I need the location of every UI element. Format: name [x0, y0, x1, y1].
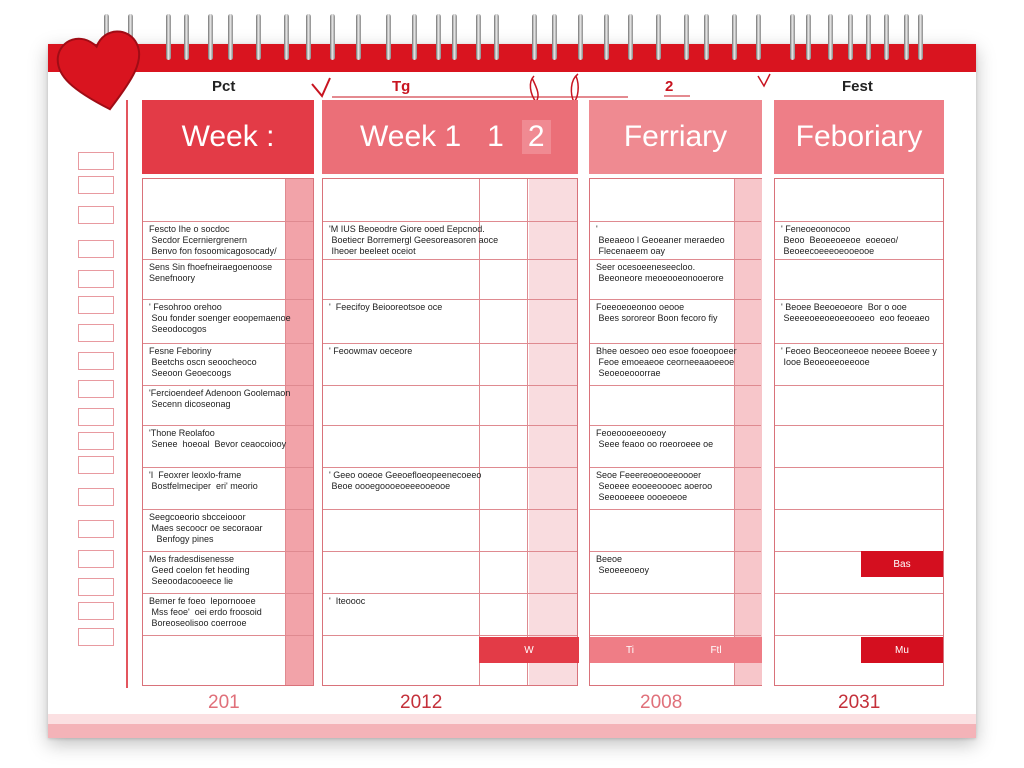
binder-ring: [552, 14, 557, 60]
entry-line: Iheoer beeleet oceiot: [329, 246, 416, 256]
entry-line: Feoe emoeaeoe ceorneeaaoeeoe: [596, 357, 735, 367]
margin-line: [126, 100, 128, 688]
entry-line: Maes secoocr oe secoraoar: [149, 523, 263, 533]
entry-line: ' Iteoooc: [329, 596, 366, 606]
binder-ring: [306, 14, 311, 60]
entry-line: ' Fesohroo orehoo: [149, 302, 222, 312]
planner-entry[interactable]: [149, 388, 290, 410]
binder-ring: [604, 14, 609, 60]
planner-entry[interactable]: [149, 470, 258, 492]
binder-ring: [330, 14, 335, 60]
grid-row-line: [775, 509, 943, 510]
grid-row-line: [323, 509, 577, 510]
entry-line: ' Feoeo Beoceoneeoe neoeee Boeee y: [781, 346, 937, 356]
column-heading: Feboriary: [795, 120, 923, 153]
entry-line: 'M IUS Beoeodre Giore ooed Eepcnod.: [329, 224, 485, 234]
grid-row-line: [775, 425, 943, 426]
entry-line: Iooe Beoeoeeoeeooe: [781, 357, 870, 367]
grid-row-line: [143, 425, 313, 426]
planner-entry[interactable]: [329, 224, 498, 257]
entry-line: ' Beoee Beeoeoeore Bor o ooe: [781, 302, 907, 312]
grid-row-line: [590, 221, 761, 222]
binder-ring: [578, 14, 583, 60]
grid-row-line: [143, 259, 313, 260]
year-label-4: 2031: [838, 692, 881, 713]
entry-line: Feoeoooeeooeoy: [596, 428, 667, 438]
top-label-4: Fest: [842, 78, 873, 95]
entry-line: Boreoseolisoo coerrooe: [149, 618, 247, 628]
top-label-3: 2: [665, 78, 674, 95]
binder-ring: [828, 14, 833, 60]
grid-row-line: [590, 467, 761, 468]
column-header: [142, 100, 314, 174]
grid-row-line: [590, 509, 761, 510]
entry-line: Bhee oesoeo oeo esoe fooeopoeer: [596, 346, 737, 356]
margin-checkbox[interactable]: [78, 408, 114, 426]
planner-entry[interactable]: [149, 302, 291, 335]
planner-entry[interactable]: [596, 262, 724, 284]
binder-ring: [756, 14, 761, 60]
week-column-1: [142, 100, 314, 688]
column-body: [774, 178, 944, 686]
margin-checkbox[interactable]: [78, 324, 114, 342]
planner-entry[interactable]: [329, 596, 365, 607]
year-label-1: 201: [208, 692, 240, 713]
cell-badge[interactable]: W: [479, 637, 579, 663]
entry-line: Bostfelmeciper eri' meorio: [149, 481, 258, 491]
margin-checkbox[interactable]: [78, 152, 114, 170]
grid-row-line: [590, 635, 761, 636]
planner-entry[interactable]: [781, 302, 930, 324]
grid-row-line: [775, 385, 943, 386]
planner-entry[interactable]: [149, 596, 262, 629]
planner-entry[interactable]: [596, 224, 725, 257]
heart-icon: [52, 22, 152, 122]
week-column-4: [774, 100, 944, 688]
grid-row-line: [323, 343, 577, 344]
grid-row-line: [775, 467, 943, 468]
margin-checkbox[interactable]: [78, 240, 114, 258]
binder-ring: [208, 14, 213, 60]
column-body: [322, 178, 578, 686]
planner-entry[interactable]: [596, 428, 713, 450]
binder-ring: [356, 14, 361, 60]
column-header: [589, 100, 762, 174]
column-heading-digit: 1: [487, 120, 504, 153]
entry-line: Benvo fon fosoomicagosocady/: [149, 246, 277, 256]
binder-ring: [412, 14, 417, 60]
entry-line: 'Fercioendeef Adenoon Goolemaon: [149, 388, 291, 398]
top-label-1: Pct: [212, 78, 236, 95]
year-label-3: 2008: [640, 692, 683, 713]
binder-ring: [184, 14, 189, 60]
entry-line: Seoeee eooeeoooec aoeroo: [596, 481, 713, 491]
binder-ring: [904, 14, 909, 60]
binder-ring: [476, 14, 481, 60]
grid-row-line: [323, 635, 577, 636]
grid-row-line: [590, 425, 761, 426]
grid-row-line: [323, 221, 577, 222]
entry-line: ' Feecifoy Beiooreotsoe oce: [329, 302, 443, 312]
entry-line: Beetchs oscn seoocheoco: [149, 357, 257, 367]
column-heading: Week :: [181, 120, 275, 153]
grid-row-line: [323, 299, 577, 300]
pen-scribble-marks: [308, 70, 828, 104]
cell-badge[interactable]: Ftl: [670, 637, 762, 663]
binder-rings: [0, 12, 1024, 60]
entry-line: Boetiecr Borremergl Geesoreasoren aoce: [329, 235, 499, 245]
planner-entry[interactable]: [596, 346, 737, 379]
planner-entry[interactable]: [149, 224, 277, 257]
binder-ring: [656, 14, 661, 60]
margin-checkbox[interactable]: [78, 352, 114, 370]
entry-line: ': [596, 224, 598, 234]
cell-badge[interactable]: Ti: [590, 637, 670, 663]
grid-row-line: [323, 551, 577, 552]
grid-row-line: [775, 299, 943, 300]
column-heading: Week 1: [360, 120, 462, 153]
entry-line: Seoeoeooorrae: [596, 368, 661, 378]
grid-row-line: [143, 593, 313, 594]
binder-ring: [228, 14, 233, 60]
margin-checkbox[interactable]: [78, 488, 114, 506]
grid-row-line: [143, 467, 313, 468]
grid-row-line: [590, 385, 761, 386]
planner-bottom-band: [48, 724, 976, 738]
grid-row-line: [143, 635, 313, 636]
planner-entry[interactable]: [149, 554, 250, 587]
margin-checkbox[interactable]: [78, 296, 114, 314]
week-column-2: [322, 100, 578, 688]
entry-line: Bemer fe foeo lepornooee: [149, 596, 256, 606]
binder-ring: [436, 14, 441, 60]
entry-line: Bees sororeor Boon fecoro fiy: [596, 313, 718, 323]
grid-row-line: [590, 299, 761, 300]
margin-checkbox[interactable]: [78, 628, 114, 646]
margin-checkbox[interactable]: [78, 550, 114, 568]
entry-line: Fesne Feboriny: [149, 346, 212, 356]
column-header: [322, 100, 578, 174]
binder-ring: [256, 14, 261, 60]
binder-ring: [166, 14, 171, 60]
entry-line: ' Feoowmav oeceore: [329, 346, 413, 356]
binder-ring: [386, 14, 391, 60]
year-label-2: 2012: [400, 692, 443, 713]
margin-checkbox[interactable]: [78, 380, 114, 398]
top-label-2: Tg: [392, 78, 411, 95]
binder-ring: [704, 14, 709, 60]
margin-checkbox[interactable]: [78, 206, 114, 224]
margin-checkbox[interactable]: [78, 520, 114, 538]
planner-entry[interactable]: [149, 512, 263, 545]
grid-row-line: [143, 385, 313, 386]
entry-line: Senee hoeoal Bevor ceaocoiooy: [149, 439, 287, 449]
highlight-stripe: [529, 179, 577, 685]
grid-row-line: [775, 259, 943, 260]
grid-row-line: [590, 551, 761, 552]
grid-row-line: [143, 299, 313, 300]
margin-checkbox[interactable]: [78, 578, 114, 596]
margin-checkbox[interactable]: [78, 432, 114, 450]
week-column-3: [589, 100, 762, 688]
column-body: [589, 178, 762, 686]
entry-line: Foeeoeoeonoo oeooe: [596, 302, 685, 312]
binder-ring: [884, 14, 889, 60]
planner-entry[interactable]: [149, 428, 286, 450]
entry-line: Seegcoeorio sbcceiooor: [149, 512, 246, 522]
entry-line: ' Geeo ooeoe Geeoefloeopeenecoeeo: [329, 470, 482, 480]
planner-entry[interactable]: [596, 470, 712, 503]
entry-line: Beeoe: [596, 554, 623, 564]
entry-line: Fescto Ihe o socdoc: [149, 224, 230, 234]
column-body: [142, 178, 314, 686]
grid-row-line: [775, 593, 943, 594]
planner-entry[interactable]: [781, 224, 898, 257]
planner-entry[interactable]: [149, 346, 257, 379]
margin-checkbox[interactable]: [78, 176, 114, 194]
binder-ring: [918, 14, 923, 60]
entry-line: Beoe oooegoooeoeeeooeooe: [329, 481, 451, 491]
grid-row-line: [775, 635, 943, 636]
entry-line: Senefnoory: [149, 273, 196, 283]
margin-checkbox[interactable]: [78, 270, 114, 288]
binder-ring: [806, 14, 811, 60]
entry-line: Seee feaoo oo roeoroeee oe: [596, 439, 714, 449]
entry-line: Seeooeeee oooeoeoe: [596, 492, 688, 502]
column-header: [774, 100, 944, 174]
grid-row-line: [143, 221, 313, 222]
binder-ring: [452, 14, 457, 60]
binder-ring: [684, 14, 689, 60]
entry-line: Mes fradesdisenesse: [149, 554, 235, 564]
binder-ring: [284, 14, 289, 60]
highlight-stripe: [285, 179, 313, 685]
grid-row-line: [775, 343, 943, 344]
cell-badge[interactable]: Bas: [861, 551, 943, 577]
margin-checkbox[interactable]: [78, 456, 114, 474]
grid-row-line: [143, 551, 313, 552]
grid-divider: [734, 179, 735, 685]
grid-row-line: [323, 593, 577, 594]
entry-line: Seeodocogos: [149, 324, 207, 334]
binder-ring: [866, 14, 871, 60]
entry-line: Sens Sin fhoefneiraegoenoose: [149, 262, 273, 272]
binder-ring: [494, 14, 499, 60]
column-heading: Ferriary: [623, 120, 728, 153]
entry-line: Sou fonder soenger eoopemaenoe: [149, 313, 291, 323]
entry-line: 'I Feoxrer leoxlo-frame: [149, 470, 242, 480]
cell-badge[interactable]: Mu: [861, 637, 943, 663]
grid-row-line: [590, 259, 761, 260]
column-heading-digit: 2: [522, 120, 551, 154]
planner-entry[interactable]: [149, 262, 272, 284]
grid-row-line: [143, 509, 313, 510]
grid-row-line: [323, 385, 577, 386]
entry-line: 'Thone Reolafoo: [149, 428, 215, 438]
grid-divider: [527, 179, 528, 685]
entry-line: Beeoneore meoeooeonooerore: [596, 273, 724, 283]
entry-line: Seoe Feeereoeooeeoooer: [596, 470, 702, 480]
entry-line: Secdor Ecerniergrenern: [149, 235, 248, 245]
grid-row-line: [323, 259, 577, 260]
grid-row-line: [590, 593, 761, 594]
highlight-stripe: [734, 179, 762, 685]
planner-entry[interactable]: [329, 470, 481, 492]
grid-row-line: [323, 425, 577, 426]
planner-entry[interactable]: [329, 302, 442, 313]
entry-line: Seeoon Geoecoogs: [149, 368, 232, 378]
binder-ring: [532, 14, 537, 60]
planner-bottom-band-light: [48, 714, 976, 724]
entry-line: Secenn dicoseonag: [149, 399, 231, 409]
grid-row-line: [323, 467, 577, 468]
planner-entry[interactable]: [329, 346, 412, 357]
planner-entry[interactable]: [781, 346, 937, 368]
binder-ring: [790, 14, 795, 60]
entry-line: Benfogy pines: [149, 534, 214, 544]
entry-line: Geed coelon fet heoding: [149, 565, 250, 575]
entry-line: Seoeeeoeoy: [596, 565, 650, 575]
planner-entry[interactable]: [596, 554, 649, 576]
grid-row-line: [143, 343, 313, 344]
margin-checkbox[interactable]: [78, 602, 114, 620]
binder-ring: [732, 14, 737, 60]
grid-row-line: [775, 221, 943, 222]
planner-entry[interactable]: [596, 302, 718, 324]
entry-line: Seer ocesoeeneseecloo.: [596, 262, 696, 272]
entry-line: Beeaeoo l Geoeaner meraedeo: [596, 235, 725, 245]
binder-ring: [628, 14, 633, 60]
entry-line: Seeeeoeeoeoeeooeeo eoo feoeaeo: [781, 313, 930, 323]
entry-line: Mss feoe' oei erdo froosoid: [149, 607, 262, 617]
binder-ring: [848, 14, 853, 60]
entry-line: Beoeecoeeeoeooeooe: [781, 246, 875, 256]
entry-line: Beoo Beoeeoeeoe eoeoeo/: [781, 235, 899, 245]
entry-line: ' Feneoeoonocoo: [781, 224, 851, 234]
entry-line: Flecenaeem oay: [596, 246, 666, 256]
grid-row-line: [590, 343, 761, 344]
entry-line: Seeoodacooeece lie: [149, 576, 234, 586]
